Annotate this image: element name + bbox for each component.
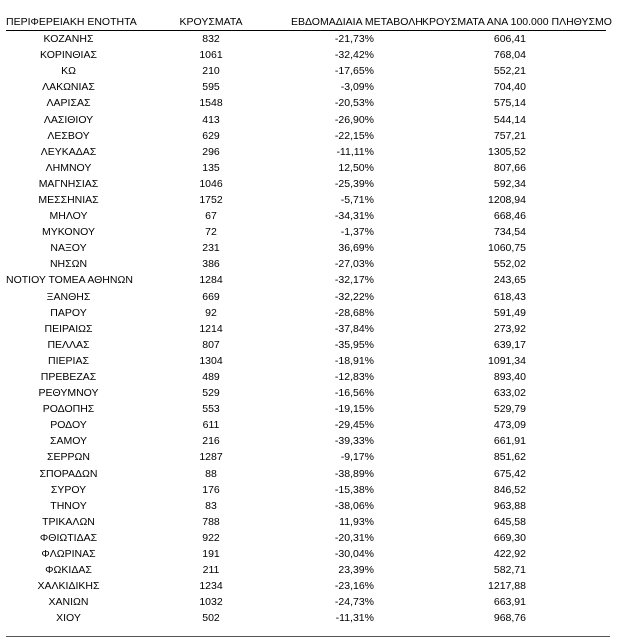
cell-cases-per-100k: 1305,52 <box>488 145 526 158</box>
cell-region: ΣΑΜΟΥ <box>49 435 88 448</box>
cell-cases-per-100k: 422,92 <box>493 548 526 561</box>
cell-cases: 489 <box>202 371 220 384</box>
cell-weekly-change: -9,17% <box>340 451 374 464</box>
cell-cases: 1304 <box>199 354 223 367</box>
cell-cases-per-100k: 1060,75 <box>488 242 526 255</box>
cell-region: ΜΥΚΟΝΟΥ <box>41 226 95 239</box>
cell-cases-per-100k: 618,43 <box>493 290 526 303</box>
cell-weekly-change: -29,45% <box>334 419 374 432</box>
table-row <box>6 31 606 48</box>
table-row <box>6 240 606 256</box>
cell-cases-per-100k: 968,76 <box>493 612 526 625</box>
cell-cases-per-100k: 768,04 <box>493 49 526 62</box>
cell-cases: 669 <box>202 290 220 303</box>
table-row <box>6 594 606 610</box>
table-row <box>6 63 606 79</box>
cell-cases-per-100k: 807,66 <box>493 161 526 174</box>
cell-cases: 807 <box>202 338 220 351</box>
cell-cases-per-100k: 704,40 <box>493 81 526 94</box>
cell-cases-per-100k: 669,30 <box>493 531 526 544</box>
cell-region: ΚΟΖΑΝΗΣ <box>43 33 94 46</box>
cell-cases-per-100k: 592,34 <box>493 177 526 190</box>
table-row <box>6 321 606 337</box>
table-row <box>6 208 606 224</box>
cell-cases-per-100k: 1091,34 <box>488 354 526 367</box>
cell-region: ΠΡΕΒΕΖΑΣ <box>40 371 97 384</box>
cell-cases: 231 <box>202 242 220 255</box>
cell-weekly-change: 36,69% <box>338 242 374 255</box>
cell-cases-per-100k: 675,42 <box>493 467 526 480</box>
table-row <box>6 160 606 176</box>
table-row <box>6 224 606 240</box>
cell-cases: 1548 <box>199 97 223 110</box>
cell-cases-per-100k: 544,14 <box>493 113 526 126</box>
cell-region: ΤΗΝΟΥ <box>50 499 87 512</box>
cell-cases: 176 <box>202 483 220 496</box>
cell-cases: 1284 <box>199 274 223 287</box>
cell-cases: 553 <box>202 403 220 416</box>
cell-cases: 529 <box>202 387 220 400</box>
table-header <box>6 13 612 31</box>
cell-cases-per-100k: 639,17 <box>493 338 526 351</box>
cell-weekly-change: -24,73% <box>334 596 374 609</box>
cell-weekly-change: -15,38% <box>334 483 374 496</box>
cell-cases: 922 <box>202 531 220 544</box>
cell-cases-per-100k: 645,58 <box>493 515 526 528</box>
table-row <box>6 192 606 208</box>
cell-region: ΚΩ <box>61 65 76 78</box>
cell-weekly-change: -26,90% <box>334 113 374 126</box>
cell-weekly-change: -19,15% <box>334 403 374 416</box>
cell-cases: 595 <box>202 81 220 94</box>
cell-region: ΣΕΡΡΩΝ <box>47 451 90 464</box>
cell-cases-per-100k: 1208,94 <box>488 193 526 206</box>
cell-region: ΠΕΛΛΑΣ <box>47 338 90 351</box>
cell-cases-per-100k: 575,14 <box>493 97 526 110</box>
table-row <box>6 514 606 530</box>
cell-cases: 67 <box>205 210 217 223</box>
header-weekly-change: ΕΒΔΟΜΑΔΙΑΙΑ ΜΕΤΑΒΟΛΗ <box>291 13 422 31</box>
cell-region: ΛΑΣΙΘΙΟΥ <box>43 113 94 126</box>
table-row <box>6 305 606 321</box>
cell-cases-per-100k: 668,46 <box>493 210 526 223</box>
table-row <box>6 610 606 626</box>
table-row <box>6 79 606 95</box>
cell-cases: 1234 <box>199 580 223 593</box>
cell-weekly-change: -32,17% <box>334 274 374 287</box>
cell-cases: 788 <box>202 515 220 528</box>
cell-region: ΡΟΔΟΥ <box>50 419 87 432</box>
cell-region: ΜΗΛΟΥ <box>49 210 88 223</box>
table-row <box>6 176 606 192</box>
table-row <box>6 369 606 385</box>
table-row <box>6 256 606 272</box>
cell-region: ΛΑΚΩΝΙΑΣ <box>42 81 95 94</box>
cell-cases: 216 <box>202 435 220 448</box>
cell-weekly-change: -12,83% <box>334 371 374 384</box>
cell-region: ΝΟΤΙΟΥ ΤΟΜΕΑ ΑΘΗΝΩΝ <box>6 274 133 287</box>
cell-weekly-change: -39,33% <box>334 435 374 448</box>
cell-weekly-change: -11,31% <box>335 612 374 625</box>
table-row <box>6 466 606 482</box>
cell-weekly-change: -11,11% <box>336 145 374 158</box>
table-row <box>6 95 606 111</box>
cell-cases: 629 <box>202 129 220 142</box>
cell-region: ΜΕΣΣΗΝΙΑΣ <box>38 193 99 206</box>
cell-weekly-change: -37,84% <box>334 322 374 335</box>
cell-region: ΠΙΕΡΙΑΣ <box>48 354 89 367</box>
cell-weekly-change: -5,71% <box>340 193 374 206</box>
table-row <box>6 401 606 417</box>
bottom-divider <box>6 636 610 637</box>
cell-cases-per-100k: 757,21 <box>493 129 526 142</box>
cell-cases: 83 <box>205 499 217 512</box>
cell-region: ΦΛΩΡΙΝΑΣ <box>41 548 96 561</box>
cell-weekly-change: -17,65% <box>334 65 374 78</box>
table-body <box>6 31 606 627</box>
cell-cases-per-100k: 243,65 <box>493 274 526 287</box>
cell-weekly-change: -21,73% <box>334 33 374 46</box>
table-row <box>6 353 606 369</box>
cell-region: ΛΕΣΒΟΥ <box>47 129 90 142</box>
cell-weekly-change: 11,93% <box>339 515 374 528</box>
cell-region: ΛΕΥΚΑΔΑΣ <box>40 145 97 158</box>
cell-cases: 210 <box>202 65 220 78</box>
table-row <box>6 144 606 160</box>
cell-weekly-change: -20,31% <box>334 531 374 544</box>
cell-weekly-change: -1,37% <box>340 226 374 239</box>
cell-cases: 88 <box>205 467 217 480</box>
cell-cases: 1032 <box>199 596 223 609</box>
cell-weekly-change: -3,09% <box>340 81 374 94</box>
cell-cases-per-100k: 552,02 <box>493 258 526 271</box>
cell-cases: 1752 <box>199 193 223 206</box>
cell-cases-per-100k: 851,62 <box>493 451 526 464</box>
cell-weekly-change: 23,39% <box>338 564 374 577</box>
cell-cases: 1287 <box>199 451 223 464</box>
cell-cases: 135 <box>202 161 220 174</box>
table-row <box>6 562 606 578</box>
cell-cases-per-100k: 529,79 <box>493 403 526 416</box>
cell-cases: 1061 <box>199 49 223 62</box>
cell-region: ΦΘΙΩΤΙΔΑΣ <box>39 531 98 544</box>
cell-region: ΜΑΓΝΗΣΙΑΣ <box>38 177 99 190</box>
cell-region: ΛΑΡΙΣΑΣ <box>46 97 91 110</box>
cell-region: ΧΑΛΚΙΔΙΚΗΣ <box>37 580 100 593</box>
table-row <box>6 433 606 449</box>
table-row <box>6 272 606 288</box>
cell-cases-per-100k: 473,09 <box>493 419 526 432</box>
table-row <box>6 289 606 305</box>
cell-weekly-change: -16,56% <box>334 387 374 400</box>
cell-cases: 413 <box>202 113 220 126</box>
header-region: ΠΕΡΙΦΕΡΕΙΑΚΗ ΕΝΟΤΗΤΑ <box>6 13 131 31</box>
cell-cases-per-100k: 963,88 <box>493 499 526 512</box>
cell-cases-per-100k: 846,52 <box>493 483 526 496</box>
cell-cases-per-100k: 1217,88 <box>488 580 526 593</box>
cell-weekly-change: -25,39% <box>334 177 374 190</box>
cell-region: ΡΕΘΥΜΝΟΥ <box>38 387 99 400</box>
header-cases-per-100k: ΚΡΟΥΣΜΑΤΑ ΑΝΑ 100.000 ΠΛΗΘΥΣΜΟ <box>422 13 606 31</box>
cell-cases-per-100k: 606,41 <box>493 33 526 46</box>
cell-cases: 386 <box>202 258 220 271</box>
table-row <box>6 449 606 465</box>
cell-cases: 502 <box>202 612 220 625</box>
table-row <box>6 385 606 401</box>
cell-cases-per-100k: 893,40 <box>493 371 526 384</box>
cell-region: ΦΩΚΙΔΑΣ <box>45 564 92 577</box>
cell-cases: 92 <box>205 306 217 319</box>
cell-cases-per-100k: 633,02 <box>493 387 526 400</box>
cell-region: ΠΕΙΡΑΙΩΣ <box>44 322 93 335</box>
cell-weekly-change: -22,15% <box>334 129 374 142</box>
cell-cases: 611 <box>202 419 220 432</box>
table-row <box>6 417 606 433</box>
cell-region: ΚΟΡΙΝΘΙΑΣ <box>40 49 97 62</box>
table-row <box>6 546 606 562</box>
cell-cases: 296 <box>202 145 220 158</box>
cell-region: ΠΑΡΟΥ <box>50 306 87 319</box>
table-row <box>6 111 606 127</box>
cell-cases-per-100k: 582,71 <box>493 564 526 577</box>
cell-weekly-change: -20,53% <box>334 97 374 110</box>
cell-weekly-change: -18,91% <box>334 354 374 367</box>
cases-table <box>6 13 612 626</box>
header-row <box>6 13 606 31</box>
cell-weekly-change: -38,89% <box>334 467 374 480</box>
cell-weekly-change: -28,68% <box>334 306 374 319</box>
cell-region: ΧΑΝΙΩΝ <box>48 596 89 609</box>
cell-cases: 211 <box>202 564 220 577</box>
cell-region: ΛΗΜΝΟΥ <box>45 161 92 174</box>
cell-weekly-change: -27,03% <box>334 258 374 271</box>
cell-weekly-change: 12,50% <box>338 161 374 174</box>
table-row <box>6 498 606 514</box>
cell-cases-per-100k: 591,49 <box>493 306 526 319</box>
table-row <box>6 530 606 546</box>
cell-region: ΝΑΞΟΥ <box>50 242 87 255</box>
cell-cases-per-100k: 552,21 <box>493 65 526 78</box>
cell-weekly-change: -30,04% <box>334 548 374 561</box>
cell-weekly-change: -32,42% <box>334 49 374 62</box>
cell-region: ΧΙΟΥ <box>56 612 81 625</box>
cell-cases: 1046 <box>199 177 223 190</box>
cell-region: ΡΟΔΟΠΗΣ <box>42 403 95 416</box>
cell-weekly-change: -35,95% <box>334 338 374 351</box>
cell-cases: 832 <box>202 33 220 46</box>
cell-weekly-change: -38,06% <box>334 499 374 512</box>
table-row <box>6 337 606 353</box>
table-row <box>6 578 606 594</box>
table-row <box>6 128 606 144</box>
cell-cases-per-100k: 273,92 <box>493 322 526 335</box>
header-cases: ΚΡΟΥΣΜΑΤΑ <box>131 13 291 31</box>
cell-region: ΣΥΡΟΥ <box>50 483 87 496</box>
cell-cases: 1214 <box>199 322 223 335</box>
cell-region: ΝΗΣΩΝ <box>49 258 88 271</box>
cell-cases: 72 <box>205 226 217 239</box>
cell-cases-per-100k: 734,54 <box>493 226 526 239</box>
table-row <box>6 482 606 498</box>
cell-region: ΣΠΟΡΑΔΩΝ <box>39 467 98 480</box>
table-row <box>6 47 606 63</box>
cell-cases-per-100k: 661,91 <box>493 435 526 448</box>
cell-region: ΞΑΝΘΗΣ <box>46 290 91 303</box>
cell-cases-per-100k: 663,91 <box>493 596 526 609</box>
cell-weekly-change: -23,16% <box>334 580 374 593</box>
cell-cases: 191 <box>202 548 220 561</box>
cell-weekly-change: -34,31% <box>334 210 374 223</box>
cell-weekly-change: -32,22% <box>334 290 374 303</box>
cell-region: ΤΡΙΚΑΛΩΝ <box>42 515 95 528</box>
